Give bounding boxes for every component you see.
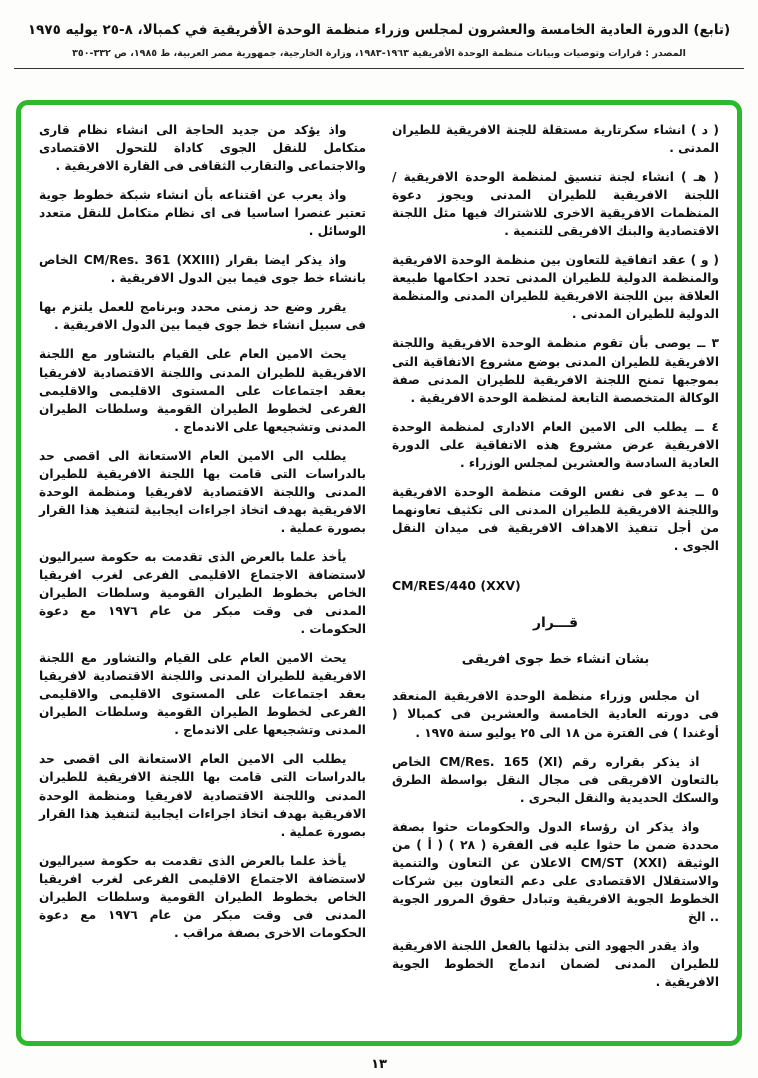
paragraph: يقرر وضع حد زمنى محدد وبرنامج للعمل يلتزم بها فى سبيل انشاء خط جوى فيما بين الدول الافريقية . (39, 300, 366, 333)
document-header (0, 0, 758, 59)
document-source-line: المصدر : قرارات وتوصيات وبيانات منظمة الوحدة الأفريقية ١٩٦٣-١٩٨٣، وزارة الخارجية، جمهورية مصر العربية، ط ١٩٨٥، ص ٣٣٢-٣٥٠ (72, 48, 686, 60)
paragraph: واذ يعرب عن اقتناعه بأن انشاء شبكة خطوط جوية تعتبر عنصرا اساسيا فى اى نظام متكامل للنقل متعدد الوسائل . (39, 188, 366, 239)
paragraph: يحث الامين العام على القيام بالتشاور مع اللجنة الافريقية للطيران المدنى واللجنة الاقتصادية لافريقيا بعقد اجتماعات على المستوى الاقليمى والاقليمى الفرعى لخطوط الطيران القومية وسلطات الطيران المدنى وتشجيعها على الاندماج . (39, 347, 366, 434)
header-divider (14, 68, 744, 69)
document-title: (تابع) الدورة العادية الخامسة والعشرون لمجلس وزراء منظمة الوحدة الأفريقية في كمبالا، ٨-٢٥ يوليه ١٩٧٥ (27, 22, 731, 38)
column-left (39, 121, 366, 1031)
column-right (392, 121, 719, 1031)
paragraph: ان مجلس وزراء منظمة الوحدة الافريقية المنعقد فى دورته العادية الخامسة والعشرين فى كمبالا ( أوغندا ) فى الفترة من ١٨ الى ٢٥ يوليو سنة ١٩٧٥ . (392, 689, 719, 740)
paragraph: يطلب الى الامين العام الاستعانة الى اقصى حد بالدراسات التى قامت بها اللجنة الافريقية للطيران المدنى واللجنة الاقتصادية لافريقيا ومنظمة الوحدة الافريقية بهدف اتخاذ اجراءات ايجابية لتنفيذ هذا القرار بصورة عملية . (39, 752, 366, 839)
content-frame (16, 100, 742, 1046)
list-item-d: ( د ) انشاء سكرتارية مستقلة للجنة الافريقية للطيران المدنى . (392, 123, 719, 156)
paragraph: اذ يذكر بقراره رقم CM/Res. 165 (XI) الخاص بالتعاون الافريقى فى مجال النقل بواسطة الطرق والسكك الحديدية والنقل البحرى . (392, 754, 719, 805)
paragraph: واذ يذكر ان رؤساء الدول والحكومات حثوا بصفة محددة ضمن ما حثوا عليه فى الفقرة ( ٢٨ ) ( أ ) من الوثيقة CM/ST (XXI) الاعلان عن التعاون والتنمية والاستقلال الاقتصادى على دعم التعاون بين شركات الخطوط الجوية الافريقية وتبادل حقوق المرور الجوية .. الخ (392, 819, 720, 924)
paragraph: واذ يؤكد من جديد الحاجة الى انشاء نظام قارى متكامل للنقل الجوى كاداة للتحول الاقتصادى والاجتماعى والتقارب الثقافى فى القارة الافريقية . (39, 123, 366, 174)
numbered-item-3: ٣ ــ يوصى بأن تقوم منظمة الوحدة الافريقية واللجنة الافريقية للطيران المدنى بوضع مشروع الاتفاقية التى بموجبها تمنح اللجنة الافريقية للطيران المدنى صفة الوكالة المتخصصة التابعة لمنظمة الوحدة الافريقية . (392, 336, 719, 405)
page-number: ١٣ (371, 1057, 387, 1072)
paragraph: يأخذ علما بالعرض الذى تقدمت به حكومة سيراليون لاستضافة الاجتماع الاقليمى الفرعى لغرب افريقيا الخاص بخطوط الطيران القومية وسلطات الطيران المدنى فى وقت مبكر من عام ١٩٧٦ مع دعوة الحكومات الاخرى بصفة مراقب . (39, 853, 366, 940)
paragraph: واذ يذكر ايضا بقرار CM/Res. 361 (XXIII) الخاص بانشاء خط جوى فيما بين الدول الافريقية . (39, 253, 366, 286)
resolution-subheading: بشان انشاء خط جوى افريقى (461, 652, 650, 668)
resolution-reference: CM/RES/440 (XXV) (392, 577, 521, 593)
resolution-heading: قـــرار (532, 615, 579, 632)
numbered-item-5: ٥ ــ يدعو فى نفس الوقت منظمة الوحدة الافريقية واللجنة الافريقية للطيران المدنى الى تكثيف تعاونهما من أجل تنفيذ الاهداف الافريقية فى ميدان النقل الجوى . (392, 484, 719, 553)
paragraph: يحث الامين العام على القيام والتشاور مع اللجنة الافريقية للطيران المدنى واللجنة الاقتصادية لافريقيا بعقد اجتماعات على المستوى الاقليمى والاقليمى الفرعى لخطوط الطيران القومية وسلطات الطيران المدنى وتشجيعها على الاندماج . (39, 651, 366, 738)
paragraph: واذ يقدر الجهود التى بذلتها بالفعل اللجنة الافريقية للطيران المدنى لضمان اندماج الخطوط الجوية الافريقية . (392, 939, 719, 990)
list-item-h: ( هـ ) انشاء لجنة تنسيق لمنظمة الوحدة الافريقية / اللجنة الافريقية للطيران المدنى ويجوز دعوة المنظمات الافريقية الاخرى للاشتراك فيها مثل اللجنة الاقتصادية والبنك الافريقى للتنمية . (392, 170, 719, 239)
page-footer (0, 1053, 758, 1072)
numbered-item-4: ٤ ــ يطلب الى الامين العام الادارى لمنظمة الوحدة الافريقية عرض مشروع هذه الاتفاقية على الدورة العادية السادسة والعشرين لمجلس الوزراء . (392, 419, 719, 470)
list-item-w: ( و ) عقد اتفاقية للتعاون بين منظمة الوحدة الافريقية والمنظمة الدولية للطيران المدنى تحدد احكامها طبيعة العلاقة بين اللجنة الافريقية للطيران المدنى والمنظمة الدولية للطيران المدنى . (392, 253, 719, 322)
paragraph: يطلب الى الامين العام الاستعانة الى اقصى حد بالدراسات التى قامت بها اللجنة الافريقية للطيران المدنى واللجنة الاقتصادية لافريقيا ومنظمة الوحدة الافريقية بهدف اتخاذ اجراءات ايجابية لتنفيذ هذا القرار بصورة عملية . (39, 448, 366, 535)
paragraph: يأخذ علما بالعرض الذى تقدمت به حكومة سيراليون لاستضافة الاجتماع الاقليمى الفرعى لغرب افريقيا الخاص بخطوط الطيران القومية وسلطات الطيران المدنى فى وقت مبكر من عام ١٩٧٦ مع دعوة الحكومات . (39, 549, 366, 637)
